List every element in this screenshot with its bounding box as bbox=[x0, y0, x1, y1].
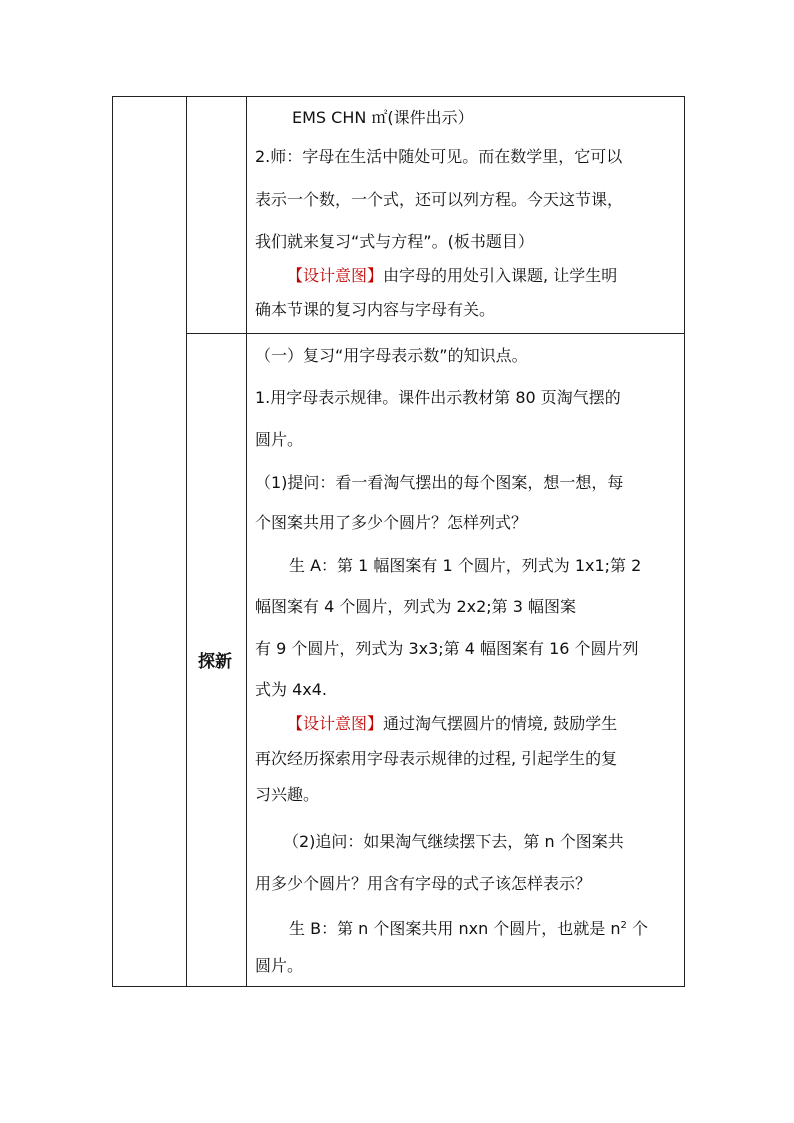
table-border-left bbox=[112, 96, 113, 987]
row1-line-1: EMS CHN ㎡(课件出示） bbox=[292, 108, 474, 127]
row2-line-6: 生 A：第 1 幅图案有 1 个圆片，列式为 1x1;第 2 bbox=[289, 556, 642, 575]
row2-line-13: （2)追问：如果淘气继续摆下去，第 n 个图案共 bbox=[283, 832, 624, 851]
row2-line-10: 【设计意图】通过淘气摆圆片的情境, 鼓励学生 bbox=[287, 714, 618, 733]
design-intent-label: 【设计意图】 bbox=[287, 266, 384, 285]
table-border-right bbox=[684, 96, 685, 987]
table-row-divider bbox=[186, 333, 685, 334]
row2-line-1: （一）复习“用字母表示数”的知识点。 bbox=[255, 346, 528, 365]
row2-line-16: 圆片。 bbox=[255, 956, 304, 975]
row2-line-7: 幅图案有 4 个圆片，列式为 2x2;第 3 幅图案 bbox=[255, 597, 577, 616]
row1-line-6: 确本节课的复习内容与字母有关。 bbox=[255, 300, 496, 319]
row1-line-5: 【设计意图】由字母的用处引入课题, 让学生明 bbox=[287, 266, 618, 285]
row2-line-15: 生 B：第 n 个图案共用 nxn 个圆片，也就是 $n^2$ 个 bbox=[289, 919, 648, 938]
row1-line-2: 2.师：字母在生活中随处可见。而在数学里，它可以 bbox=[255, 147, 623, 166]
row2-line-2: 1.用字母表示规律。课件出示教材第 80 页淘气摆的 bbox=[255, 388, 621, 407]
row2-line-9: 式为 4x4. bbox=[255, 680, 328, 699]
table-border-bottom bbox=[112, 986, 685, 987]
row2-line-14: 用多少个圆片？用含有字母的式子该怎样表示？ bbox=[255, 874, 592, 893]
row2-line-11: 再次经历探索用字母表示规律的过程, 引起学生的复 bbox=[255, 749, 618, 768]
row1-line-4: 我们就来复习“式与方程”。(板书题目） bbox=[255, 232, 534, 251]
row1-line-3: 表示一个数，一个式，还可以列方程。今天这节课， bbox=[255, 190, 624, 209]
row2-line-12: 习兴趣。 bbox=[255, 785, 320, 804]
table-divider-col2 bbox=[246, 96, 247, 987]
table-divider-col1 bbox=[186, 96, 187, 987]
row2-line-3: 圆片。 bbox=[255, 430, 304, 449]
table-border-top bbox=[112, 96, 685, 97]
row2-line-5: 个图案共用了多少个圆片？怎样列式？ bbox=[255, 513, 528, 532]
row2-line-8: 有 9 个圆片，列式为 3x3;第 4 幅图案有 16 个圆片列 bbox=[255, 639, 639, 658]
row2-line-4: （1)提问：看一看淘气摆出的每个图案，想一想，每 bbox=[255, 473, 624, 492]
design-intent-label: 【设计意图】 bbox=[287, 714, 384, 733]
section-label: 探新 bbox=[198, 652, 232, 672]
